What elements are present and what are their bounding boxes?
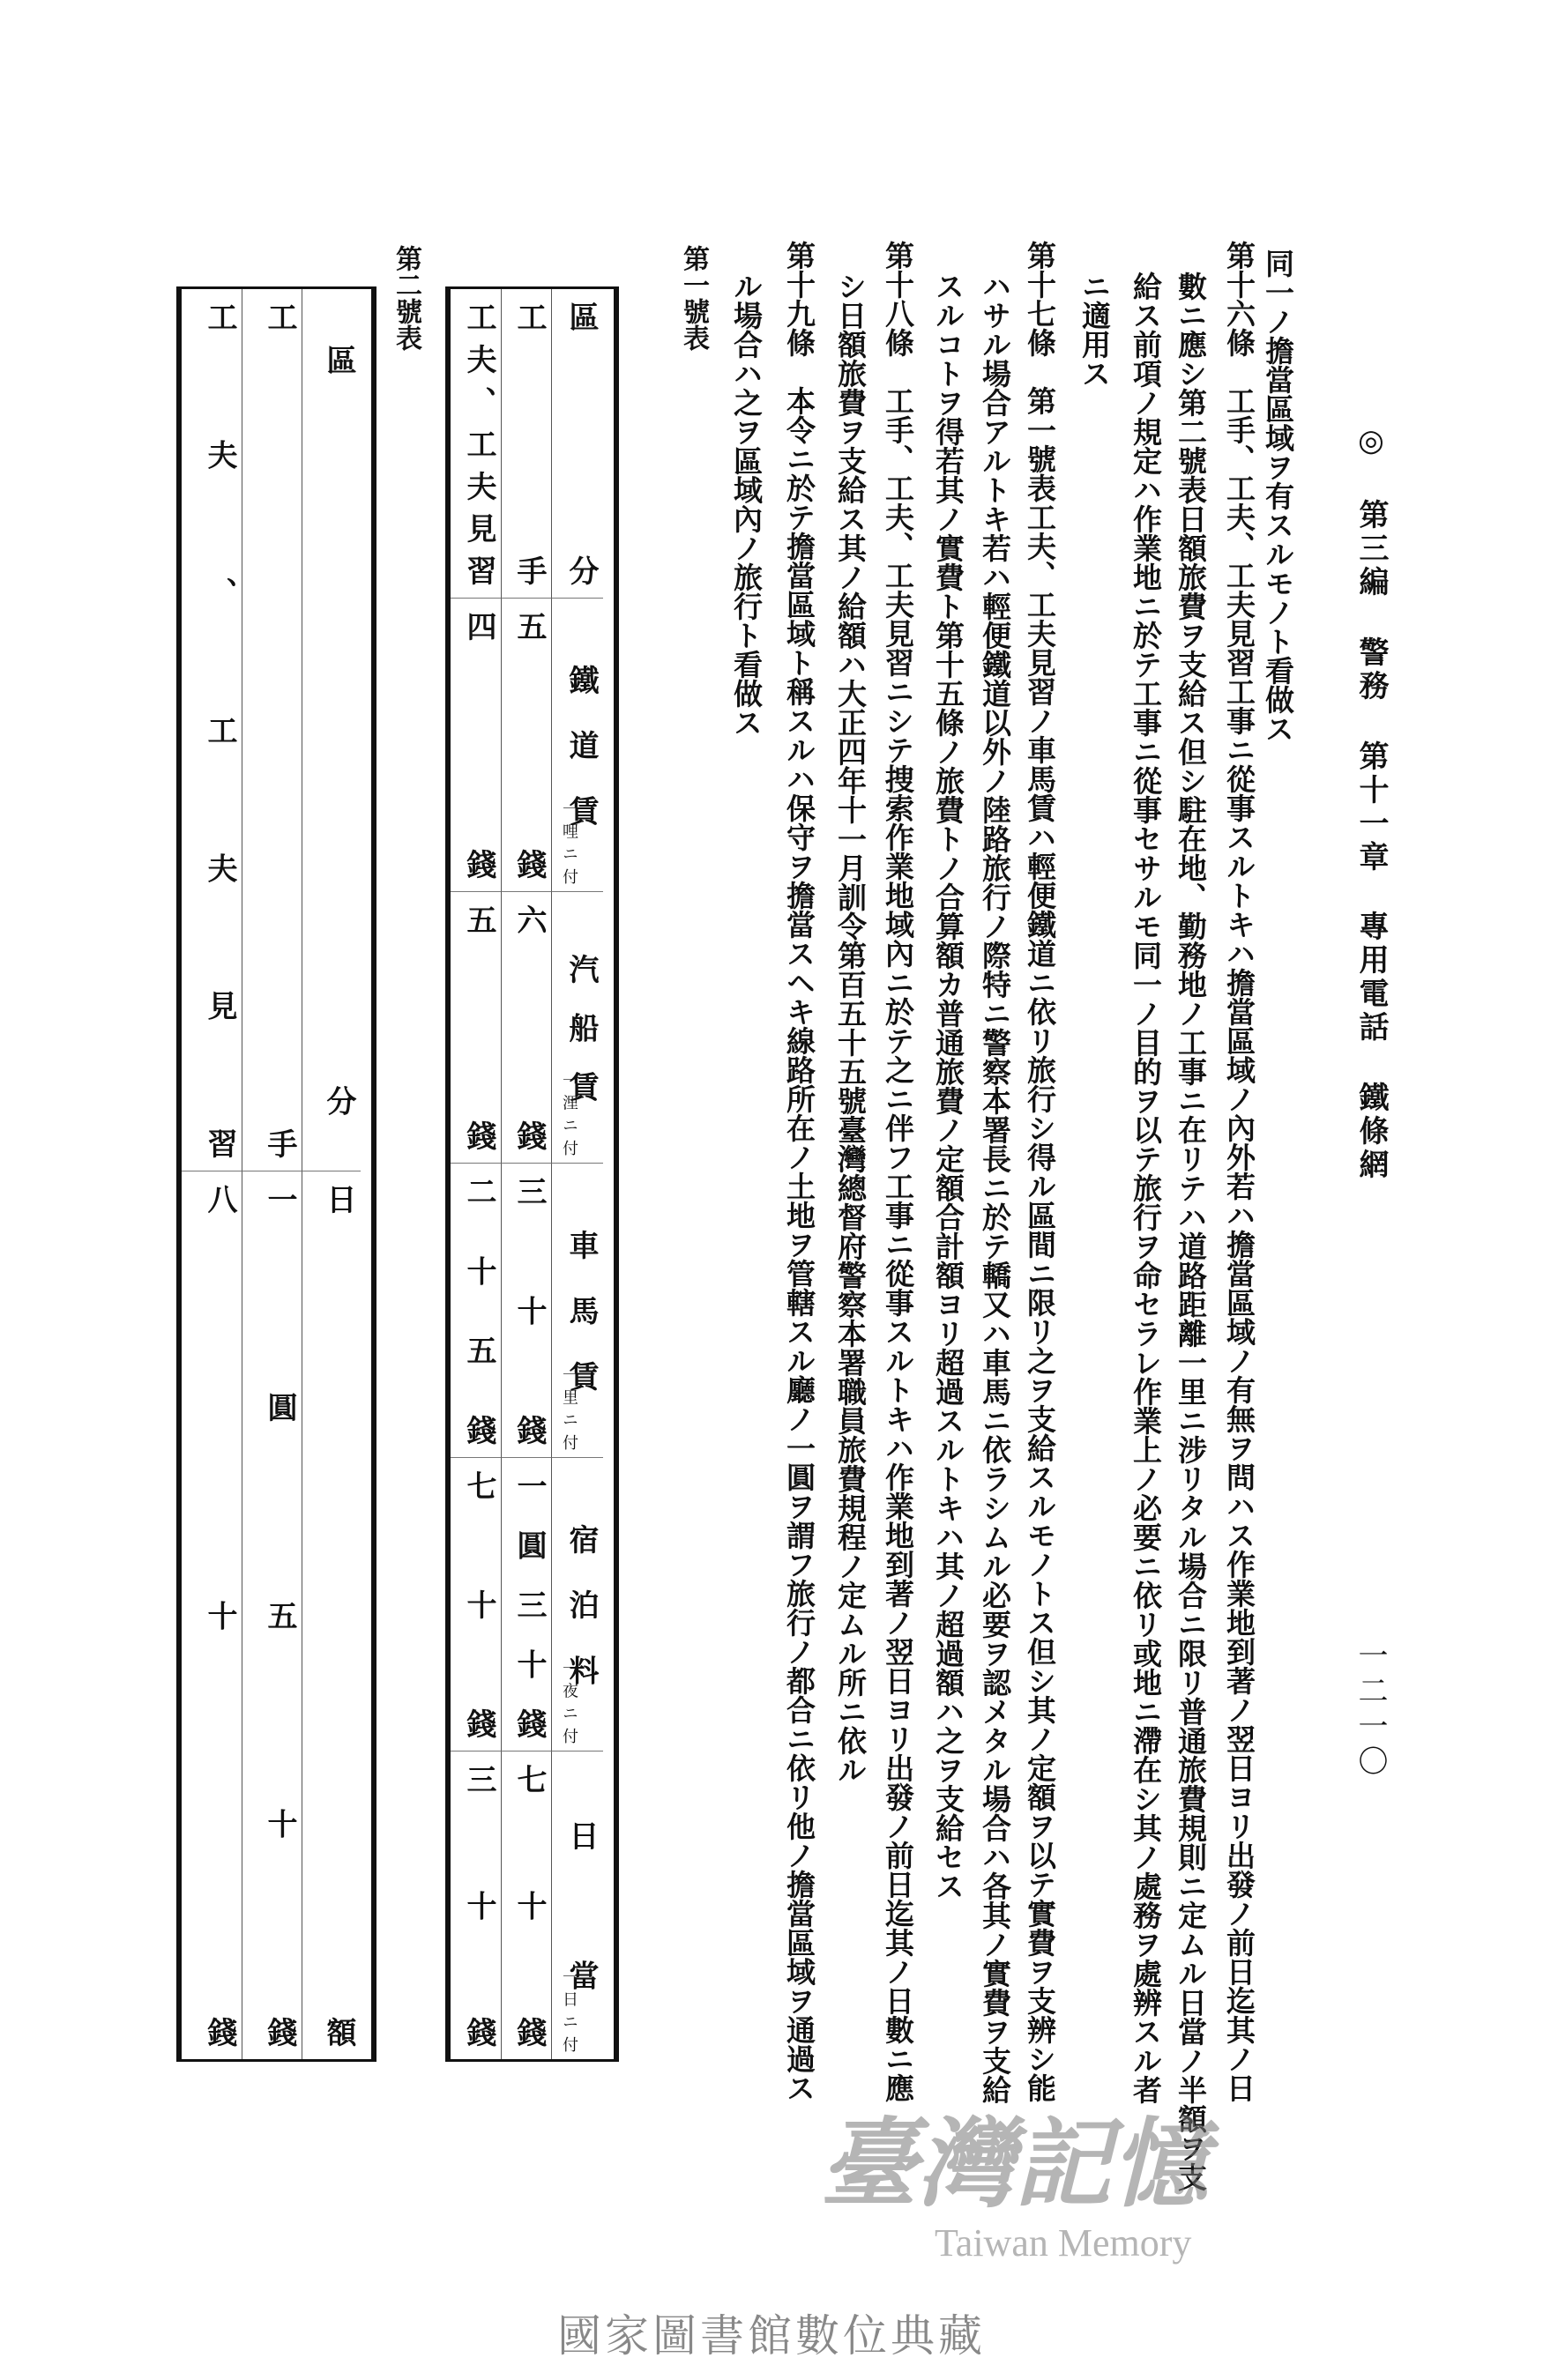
value-cell: 七十錢 [451, 1457, 501, 1751]
watermark-logo: 臺灣記憶 [820, 2107, 1208, 2220]
header-cell: 宿泊料 一夜ニ付 [551, 1457, 603, 1751]
header-cell: 車馬賃 一里ニ付 [551, 1163, 603, 1457]
value-cell: 六錢 [501, 891, 551, 1163]
row-label-cell: 工夫、工夫見習 [461, 301, 496, 585]
row-label-cell: 工夫、工夫見習 [202, 301, 237, 1158]
header-cell: 日額 [302, 1171, 361, 2059]
row-label-cell: 工手 [501, 289, 551, 598]
table2 [176, 286, 376, 2062]
text-column: 給ス前項ノ規定ハ作業地ニ於テ工事ニ從事セサルモ同一ノ目的ヲ以テ旅行ヲ命セラレ作業上ノ必要ニ依リ或地ニ滯在シ其ノ處務ヲ處辨スル者 [1129, 271, 1163, 2104]
row-label-cell: 工手 [242, 289, 302, 1171]
page-number: 一二一〇 [1353, 1640, 1388, 1781]
table1-title: 第一號表 [678, 245, 709, 351]
article-16: 第十六條 工手、工夫、工夫見習工事ニ從事スルトキハ擔當區域ノ內外若ハ擔當區域ノ有無ヲ問ハス作業地到著ノ翌日ヨリ出發ノ前日迄其ノ日 [1222, 241, 1256, 2102]
header-cell: 區分 [551, 289, 603, 598]
header-cell: 區分 [302, 289, 361, 1171]
text-column: 同一ノ擔當區域ヲ有スルモノト看做ス [1261, 249, 1295, 743]
value-cell: 二十五錢 [451, 1163, 501, 1457]
text-column: スルコトヲ得若其ノ實費ト第十五條ノ旅費トノ合算額カ普通旅費ノ定額合計額ヨリ超過スルトキハ其ノ超過額ハ之ヲ支給セス [931, 271, 965, 1900]
watermark-text: Taiwan Memory [935, 2221, 1192, 2265]
value-cell: 三十錢 [451, 1751, 501, 2059]
table1 [445, 286, 619, 2062]
header-section: 警務 [1353, 636, 1389, 703]
table2-title: 第二號表 [391, 245, 421, 351]
header-mark: ◎ [1353, 423, 1389, 462]
value-cell: 五錢 [451, 891, 501, 1163]
header-cell: 鐵道賃 一哩ニ付 [551, 598, 603, 891]
article-17: 第十七條 第一號表工夫、工夫見習ノ車馬賃ハ輕便鐵道ニ依リ旅行シ得ル區間ニ限リ之ヲ支給スルモノトス但シ其ノ定額ヲ以テ實費ヲ支辨シ能 [1023, 241, 1057, 2102]
article-19: 第十九條 本令ニ於テ擔當區域ト稱スルハ保守ヲ擔當スヘキ線路所在ノ土地ヲ管轄スル廳ノ一圓ヲ謂フ旅行ノ都合ニ依リ他ノ擔當區域ヲ通過ス [782, 241, 816, 2102]
value-cell: 三十錢 [501, 1163, 551, 1457]
header-topic: 鐵條網 [1353, 1082, 1389, 1183]
header-chapter: 第十一章 [1353, 740, 1389, 874]
text-column: ニ適用ス [1077, 271, 1112, 388]
value-cell: 四錢 [451, 598, 501, 891]
value-cell: 一圓三十錢 [501, 1457, 551, 1751]
text-column: ハサル場合アルトキ若ハ輕便鐵道以外ノ陸路旅行ノ際特ニ警察本署長ニ於テ轎又ハ車馬ニ依ラシムル必要ヲ認メタル場合ハ各其ノ實費ヲ支給 [978, 271, 1012, 2104]
value-cell: 八十錢 [182, 1171, 242, 2059]
text-column: 數ニ應シ第二號表日額旅費ヲ支給ス但シ駐在地、勤務地ノ工事ニ在リテハ道路距離一里ニ涉リタル場合ニ限リ普通旅費規則ニ定ムル日當ノ半額ヲ支 [1174, 271, 1208, 2191]
header-cell: 汽船賃 一浬ニ付 [551, 891, 603, 1163]
article-18: 第十八條 工手、工夫、工夫見習ニシテ捜索作業地域內ニ於テ之ニ伴フ工事ニ從事スルトキハ作業地到著ノ翌日ヨリ出發ノ前日迄其ノ日數ニ應 [881, 241, 915, 2102]
footer-credit: 國家圖書館數位典藏 [557, 2310, 986, 2361]
header-part: 第三編 [1353, 498, 1389, 599]
value-cell: 七十錢 [501, 1751, 551, 2059]
running-header [1349, 423, 1393, 1205]
value-cell: 五錢 [501, 598, 551, 891]
value-cell: 一圓五十錢 [242, 1171, 302, 2059]
header-cell: 日當 一日ニ付 [551, 1751, 603, 2059]
header-topic: 專用電話 [1353, 911, 1389, 1045]
text-column: ル場合ハ之ヲ區域內ノ旅行ト看做ス [729, 271, 764, 737]
text-column: シ日額旅費ヲ支給ス其ノ給額ハ大正四年十一月訓令第百五十五號臺灣總督府警察本署職員旅費規程ノ定ムル所ニ依ル [833, 271, 868, 1784]
